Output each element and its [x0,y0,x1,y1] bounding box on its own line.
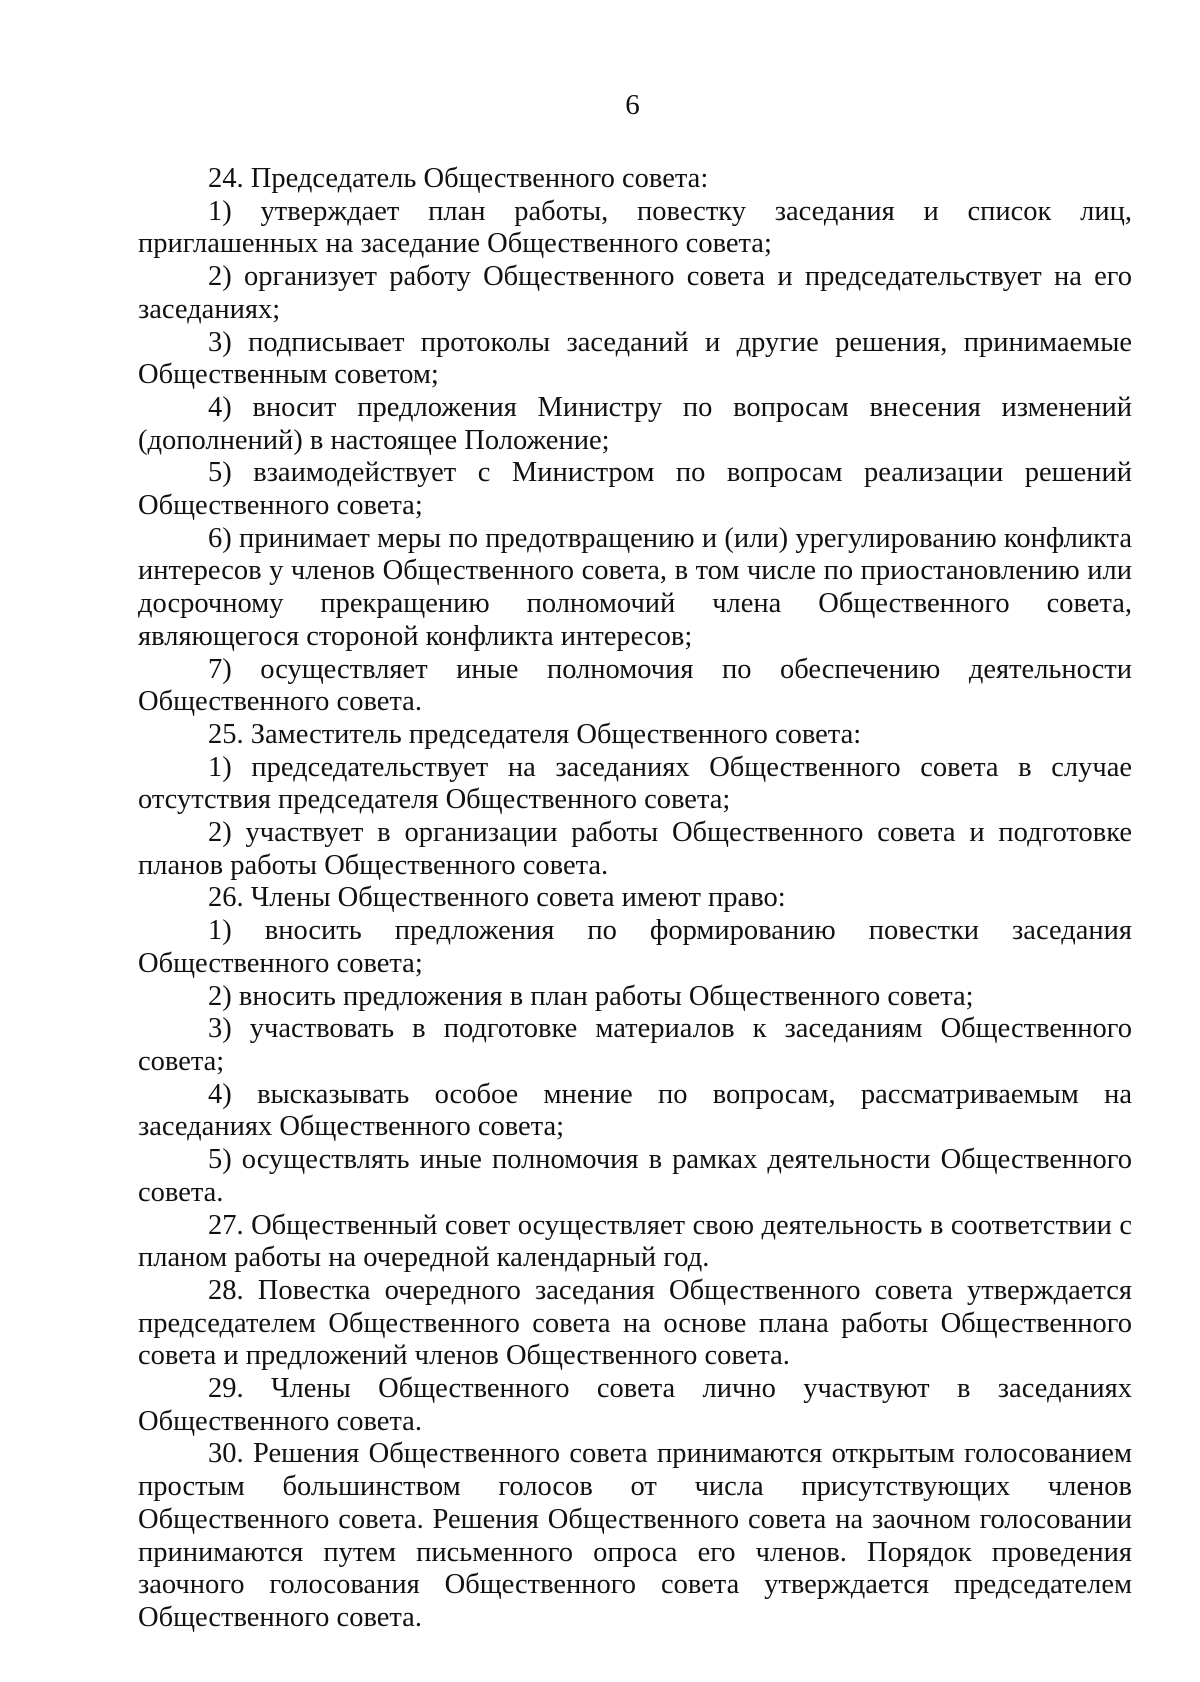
paragraph-25-item-2: 2) участвует в организации работы Общественного совета и подготовке планов работы Общественного совета. [138,817,1132,881]
page-number: 6 [625,89,640,121]
paragraph-24-heading: 24. Председатель Общественного совета: [208,163,709,194]
paragraph-26-item-1: 1) вносить предложения по формированию повестки заседания Общественного совета; [138,915,1132,979]
paragraph-24-item-2: 2) организует работу Общественного совета и председательствует на его заседаниях; [138,261,1132,325]
paragraph-24-item-6: 6) принимает меры по предотвращению и (или) урегулированию конфликта интересов у членов Общественного совета, в том числе по приостановлению или досрочному прекращению полномочий члена Общественного совета, являющегося стороной конфликта интересов; [138,522,1132,652]
paragraph-28: 28. Повестка очередного заседания Общественного совета утверждается председателем Общественного совета на основе плана работы Общественного совета и предложений членов Общественного совета. [138,1274,1132,1372]
paragraph-25-heading: 25. Заместитель председателя Общественного совета: [208,718,862,750]
paragraph-30: 30. Решения Общественного совета принимаются открытым голосованием простым большинством голосов от числа присутствующих членов Общественного совета. Решения Общественного совета на заочном голосовании принимаются путем письменного опроса его членов. Порядок проведения заочного голосования Общественного совета утверждается председателем Общественного совета. [138,1438,1132,1633]
paragraph-26-item-5: 5) осуществлять иные полномочия в рамках деятельности Общественного совета. [138,1144,1132,1208]
paragraph-24-item-3: 3) подписывает протоколы заседаний и другие решения, принимаемые Общественным советом; [138,326,1132,391]
paragraph-29: 29. Члены Общественного совета лично участвуют в заседаниях Общественного совета. [138,1373,1132,1437]
paragraph-24-item-1: 1) утверждает план работы, повестку заседания и список лиц, приглашенных на заседание Общественного совета; [138,195,1132,260]
paragraph-26-item-4: 4) высказывать особое мнение по вопросам, рассматриваемым на заседаниях Общественного совета; [138,1078,1132,1143]
paragraph-26-heading: 26. Члены Общественного совета имеют право: [208,882,786,914]
paragraph-27: 27. Общественный совет осуществляет свою деятельность в соответствии с планом работы на очередной календарный год. [138,1209,1132,1274]
paragraph-26-item-3: 3) участвовать в подготовке материалов к заседаниям Общественного совета; [138,1013,1132,1077]
paragraph-24-item-7: 7) осуществляет иные полномочия по обеспечению деятельности Общественного совета. [138,653,1132,718]
paragraph-26-item-2: 2) вносить предложения в план работы Общественного совета; [208,980,974,1012]
paragraph-24-item-4: 4) вносит предложения Министру по вопросам внесения изменений (дополнений) в настоящее Положение; [138,391,1132,456]
document-body [138,163,1132,1635]
paragraph-24-item-5: 5) взаимодействует с Министром по вопросам реализации решений Общественного совета; [138,457,1132,522]
paragraph-25-item-1: 1) председательствует на заседаниях Общественного совета в случае отсутствия председателя Общественного совета; [138,751,1132,816]
